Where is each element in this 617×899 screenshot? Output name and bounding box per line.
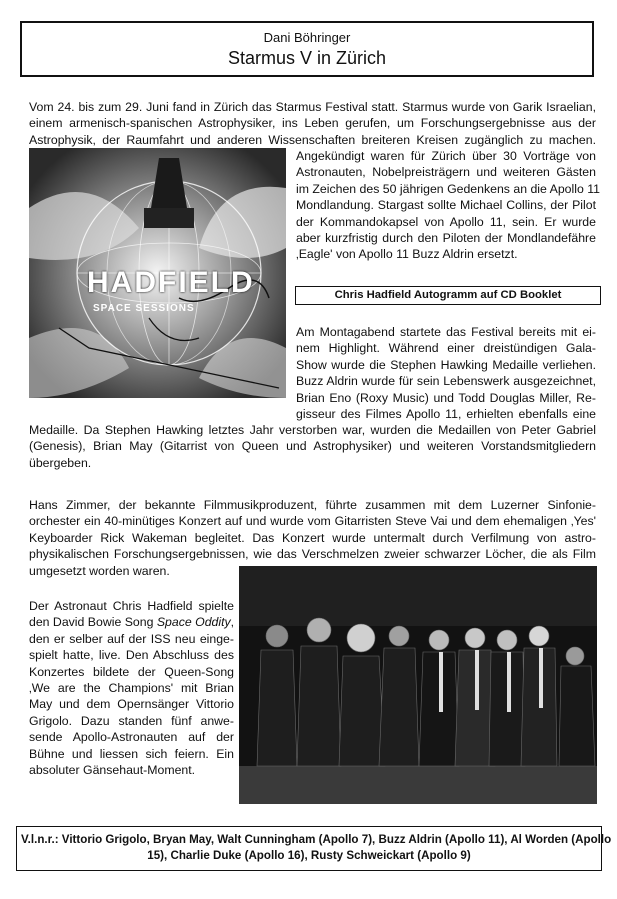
text-line: spielt hatte, live. Den Abschluss des	[29, 648, 234, 663]
article-title: Starmus V in Zürich	[227, 48, 387, 68]
text-line: nem Highlight. Während einer dreistündigen Gala-	[296, 341, 596, 356]
text-line: Bühne und liessen sich feiern. Ein	[29, 746, 234, 761]
text-line: sende Apollo-Astronauten auf der	[29, 730, 234, 745]
concert-stage-photo	[239, 566, 597, 804]
text-line: umgesetzt worden waren.	[29, 563, 170, 578]
cd-booklet-photo	[29, 148, 286, 398]
hadfield-paragraph	[29, 598, 234, 778]
text-line: Der Astronaut Chris Hadfield spielte	[29, 599, 234, 613]
text-line: gisseur des Filmes Apollo 11, erhielten ebenfalls eine	[296, 407, 596, 422]
text-line: im Zeichen des 50 jährigen Gedenkens an die Apollo 11	[296, 181, 600, 196]
author: Dani Böhringer	[263, 30, 351, 45]
text-line	[29, 614, 234, 630]
gala-paragraph	[296, 324, 596, 422]
text-line: ‚Eagle' von Apollo 11 Buzz Aldrin ersetzt.	[296, 247, 518, 262]
text-line: Mondlandung. Stargast sollte Michael Collins, der Pilot	[296, 198, 596, 213]
text-line: (Genesis), Brian May (Gitarrist von Queen und Astrophysiker) und weiteren Vorstandsmitgliedern	[29, 439, 596, 454]
text-line: Am Montagabend startete das Festival bereits mit ei-	[296, 325, 596, 339]
text-line: Buzz Aldrin wurde für sein Lebenswerk ausgezeichnet,	[296, 374, 596, 389]
text-line: Vom 24. bis zum 29. Juni fand in Zürich das Starmus Festival statt. Starmus wurde von Garik Israelian,	[29, 100, 596, 114]
text-line: der Kommandokapsel von Apollo 11, sein. Er wurde	[296, 214, 596, 229]
text-line: den er selber auf der ISS neu einge-	[29, 631, 234, 646]
text-line: ‚We are the Champions' mit Brian	[29, 681, 234, 696]
text-line: absoluter Gänsehaut-Moment.	[29, 763, 196, 778]
intro-continued	[296, 148, 600, 263]
cd-cover-subtitle: SPACE SESSIONS	[93, 303, 195, 314]
credits-line: V.l.n.r.: Vittorio Grigolo, Bryan May, Walt Cunningham (Apollo 7), Buzz Aldrin (Apollo 11), Al Worden (Apollo	[21, 833, 612, 846]
text-line: Astronauten, Nobelpreisträgern und weiteren Gästen	[296, 165, 596, 180]
text-line: physikalischen Forschungsergebnissen, wie das Verschmelzen zweier schwarzer Löcher, die als Film	[29, 547, 596, 562]
text-run: ,	[230, 615, 235, 630]
song-title: Space Oddity	[156, 615, 231, 630]
text-line: übergeben.	[29, 455, 92, 470]
photo-credits	[16, 826, 612, 871]
text-line: Hans Zimmer, der bekannte Filmmusikproduzent, führte zusammen mit dem Luzerner Sinfonie-	[29, 498, 596, 512]
text-line: aber kurzfristig durch den Piloten der Mondlandefähre	[296, 231, 596, 246]
text-line: Keyboarder Rick Wakeman begleitet. Das Konzert wurde untermalt durch Verfilmung von astro-	[29, 530, 596, 545]
text-line: Show wurde die Stephen Hawking Medaille verliehen.	[296, 357, 596, 372]
text-line: Brian Eno (Roxy Music) und Todd Douglas Miller, Re-	[296, 390, 596, 405]
text-line: Konzertes bildete der Queen-Song	[29, 664, 234, 679]
cd-cover-title: HADFIELD	[87, 266, 255, 299]
stage-scene	[239, 566, 597, 804]
text-run: den David Bowie Song	[29, 615, 157, 630]
text-line: orchester ein 40-minütiges Konzert auf und wurde vom Gitarristen Steve Vai und dem ehemaligen ‚Yes'	[29, 514, 596, 529]
text-line: May und dem Opernsänger Vittorio	[29, 697, 234, 712]
intro-paragraph	[29, 99, 596, 148]
text-line: Grigolo. Dazu standen fünf anwe-	[29, 713, 234, 728]
text-line: einem armenisch-spanischen Astrophysiker, ins Leben gerufen, um Forschungsergebnisse aus der	[29, 116, 596, 131]
figure-caption: Chris Hadfield Autogramm auf CD Booklet	[295, 286, 601, 305]
credits-line: 15), Charlie Duke (Apollo 16), Rusty Schweickart (Apollo 9)	[147, 849, 471, 862]
text-line: Angekündigt waren für Zürich über 30 Vorträge von	[296, 149, 596, 163]
text-line: Medaille. Da Stephen Hawking letztes Jahr verstorben war, wurden die Medaillen von Peter Gabriel	[29, 423, 596, 437]
gala-continued	[29, 422, 596, 471]
text-line: Astrophysik, der Raumfahrt und anderen Wissenschaften breiteren Kreisen zugänglich zu machen.	[29, 132, 596, 147]
article-header	[20, 21, 594, 77]
